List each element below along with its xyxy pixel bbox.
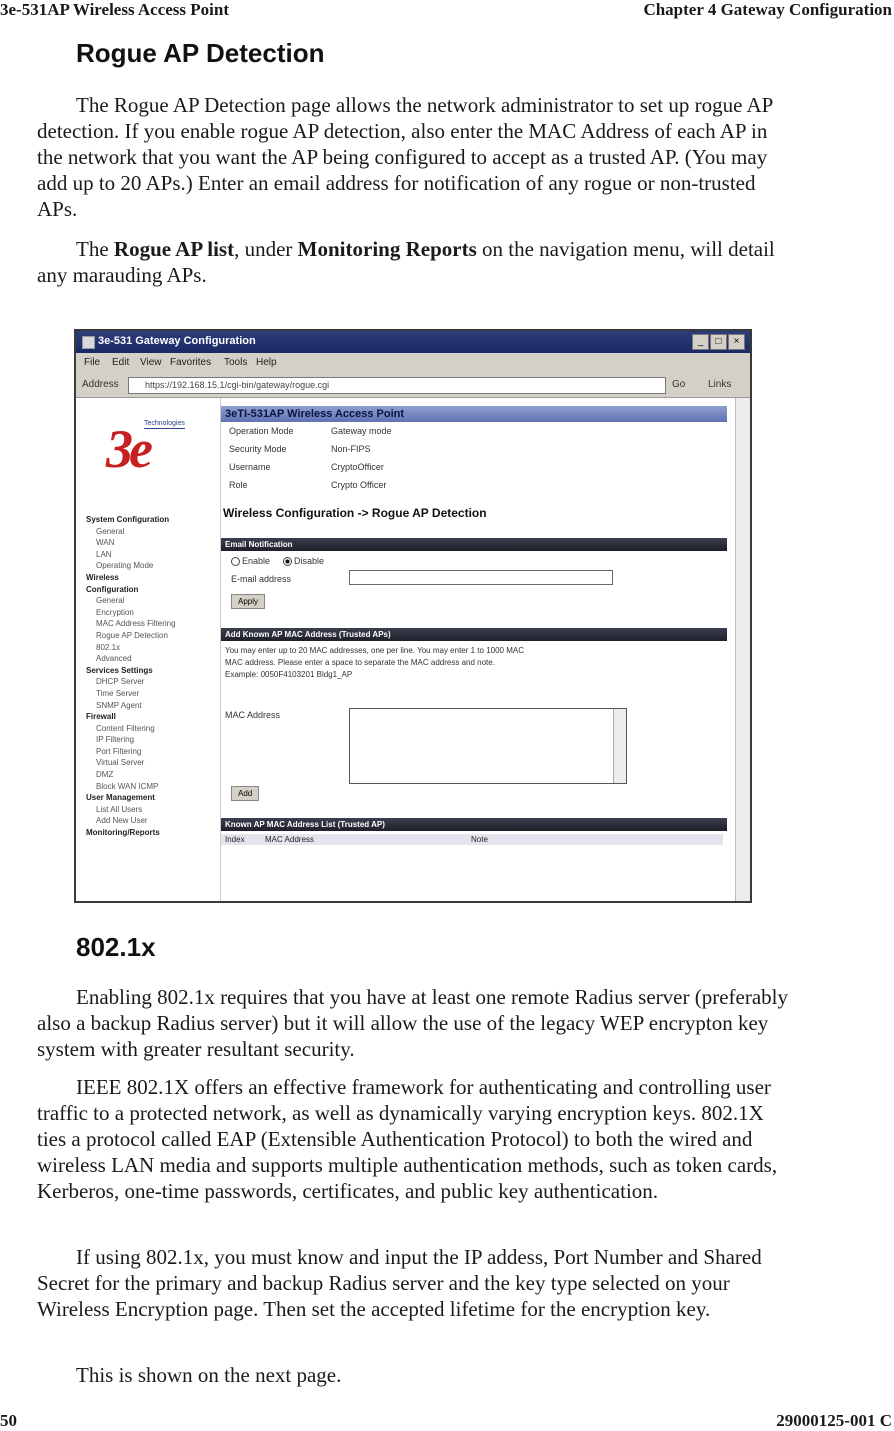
nav-item[interactable]: SNMP Agent <box>96 700 142 710</box>
col-note: Note <box>471 835 488 844</box>
nav-item[interactable]: Content Filtering <box>96 723 155 733</box>
browser-menubar <box>76 353 750 373</box>
maximize-icon[interactable]: □ <box>710 334 727 350</box>
nav-section: User Management <box>86 793 155 803</box>
radio-icon <box>231 557 240 566</box>
links-button[interactable]: Links <box>708 379 732 390</box>
nav-item[interactable]: Encryption <box>96 607 134 617</box>
device-banner: 3eTI-531AP Wireless Access Point <box>221 406 727 422</box>
nav-item[interactable]: Time Server <box>96 688 140 698</box>
nav-item[interactable]: General <box>96 526 125 536</box>
radio-selected-icon <box>283 557 292 566</box>
known-mac-header: Known AP MAC Address List (Trusted AP) <box>221 818 727 831</box>
info-row: Username CryptoOfficer <box>229 462 384 472</box>
page-number: 50 <box>0 1411 17 1430</box>
textarea-scrollbar[interactable] <box>613 709 626 783</box>
nav-section: Wireless <box>86 572 119 582</box>
nav-item[interactable]: Block WAN ICMP <box>96 781 159 791</box>
browser-window-icon <box>82 336 95 349</box>
browser-titlebar <box>76 331 750 353</box>
close-icon[interactable]: × <box>728 334 745 350</box>
3e-logo: 3e <box>106 419 149 479</box>
nav-section: Services Settings <box>86 665 153 675</box>
sidebar-nav <box>86 514 216 839</box>
info-row: Role Crypto Officer <box>229 480 387 490</box>
info-row: Operation Mode Gateway mode <box>229 426 392 436</box>
window-title: 3e-531 Gateway Configuration <box>98 335 256 347</box>
known-mac-columns <box>221 834 723 845</box>
email-input[interactable] <box>349 570 613 585</box>
document-number: 29000125-001 C <box>776 1411 892 1430</box>
add-mac-header: Add Known AP MAC Address (Trusted APs) <box>221 628 727 641</box>
nav-item[interactable]: General <box>96 596 125 606</box>
nav-section: System Configuration <box>86 515 170 524</box>
disable-radio[interactable]: Disable <box>283 556 324 566</box>
nav-item[interactable]: Port Filtering <box>96 746 142 756</box>
config-main-panel <box>221 398 741 901</box>
menu-file[interactable]: File <box>84 357 101 368</box>
mac-example: Example: 0050F4103201 Bldg1_AP <box>225 670 353 679</box>
nav-item[interactable]: 802.1x <box>96 642 121 652</box>
nav-item[interactable]: LAN <box>96 549 112 559</box>
menu-edit[interactable]: Edit <box>112 357 130 368</box>
nav-section: Monitoring/Reports <box>86 828 160 838</box>
mac-address-label: MAC Address <box>225 710 281 720</box>
nav-item[interactable]: DMZ <box>96 770 114 780</box>
address-input[interactable]: https://192.168.15.1/cgi-bin/gateway/rogue.cgi <box>128 377 666 394</box>
go-button[interactable]: Go <box>672 379 686 390</box>
nav-item[interactable]: WAN <box>96 538 115 548</box>
running-header-right: Chapter 4 Gateway Configuration <box>643 0 892 19</box>
nav-item[interactable]: List All Users <box>96 804 143 814</box>
page-scrollbar[interactable] <box>735 398 750 901</box>
mac-note-line2: MAC address. Please enter a space to separate the MAC address and note. <box>225 658 495 667</box>
rogue-list-paragraph: The Rogue AP list, under Monitoring Reports on the navigation menu, will detail any marauding APs. <box>37 237 775 287</box>
page-title: Wireless Configuration -> Rogue AP Detection <box>223 506 487 520</box>
menu-help[interactable]: Help <box>256 357 277 368</box>
minimize-icon[interactable]: _ <box>692 334 709 350</box>
address-label: Address <box>82 379 119 390</box>
8021x-paragraph-2: IEEE 802.1X offers an effective framework for authenticating and controlling user traffic to a protected network, as well as dynamically varying encryption keys. 802.1X ties a protocol called EAP (Extensible Authentication Protocol) to both the wired and wireless LAN media and supports multiple authentication methods, such as token cards, Kerberos, one-time passwords, certificates, and public key authentication. <box>37 1075 778 1203</box>
nav-item[interactable]: MAC Address Filtering <box>96 619 176 629</box>
8021x-paragraph-4: This is shown on the next page. <box>76 1363 342 1387</box>
nav-item[interactable]: Rogue AP Detection <box>96 630 168 640</box>
address-bar <box>76 373 750 398</box>
rogue-ap-screenshot <box>74 329 752 903</box>
nav-section: Firewall <box>86 712 116 722</box>
apply-button[interactable]: Apply <box>231 594 265 609</box>
col-mac: MAC Address <box>265 835 314 844</box>
running-header-left: 3e-531AP Wireless Access Point <box>0 0 230 19</box>
nav-item[interactable]: IP Filtering <box>96 735 135 745</box>
logo-tagline: Technologies <box>144 420 185 427</box>
section-title-8021x: 802.1x <box>76 932 156 962</box>
col-index: Index <box>225 835 245 844</box>
info-row: Security Mode Non-FIPS <box>229 444 371 454</box>
nav-item[interactable]: Virtual Server <box>96 758 145 768</box>
nav-item[interactable]: Operating Mode <box>96 561 154 571</box>
rogue-intro-paragraph: The Rogue AP Detection page allows the network administrator to set up rogue AP detection. If you enable rogue AP detection, also enter the MAC Address of each AP in the network that you want the AP being configured to accept as a trusted AP. (You may add up to 20 APs.) Enter an email address for notification of any rogue or non-trusted APs. <box>37 93 773 221</box>
email-notification-header: Email Notification <box>221 538 727 551</box>
nav-item[interactable]: Advanced <box>96 654 132 664</box>
nav-section: Configuration <box>86 584 139 594</box>
config-sidebar <box>76 398 221 901</box>
section-title-rogue-ap: Rogue AP Detection <box>76 38 325 68</box>
nav-item[interactable]: DHCP Server <box>96 677 145 687</box>
menu-view[interactable]: View <box>140 357 162 368</box>
enable-radio[interactable]: Enable <box>231 556 270 566</box>
8021x-paragraph-1: Enabling 802.1x requires that you have at least one remote Radius server (preferably also a backup Radius server) but it will allow the use of the legacy WEP encrypton key system with greater resultant security. <box>37 985 789 1061</box>
8021x-paragraph-3: If using 802.1x, you must know and input the IP addess, Port Number and Shared Secret for the primary and backup Radius server and the key type selected on your Wireless Encryption page. Then set the accepted lifetime for the encryption key. <box>37 1245 762 1321</box>
menu-favorites[interactable]: Favorites <box>170 357 212 368</box>
add-button[interactable]: Add <box>231 786 259 801</box>
menu-tools[interactable]: Tools <box>224 357 248 368</box>
nav-item[interactable]: Add New User <box>96 816 148 826</box>
mac-note-line1: You may enter up to 20 MAC addresses, one per line. You may enter 1 to 1000 MAC <box>225 646 524 655</box>
email-label: E-mail address <box>231 574 292 584</box>
mac-address-textarea[interactable] <box>349 708 627 784</box>
